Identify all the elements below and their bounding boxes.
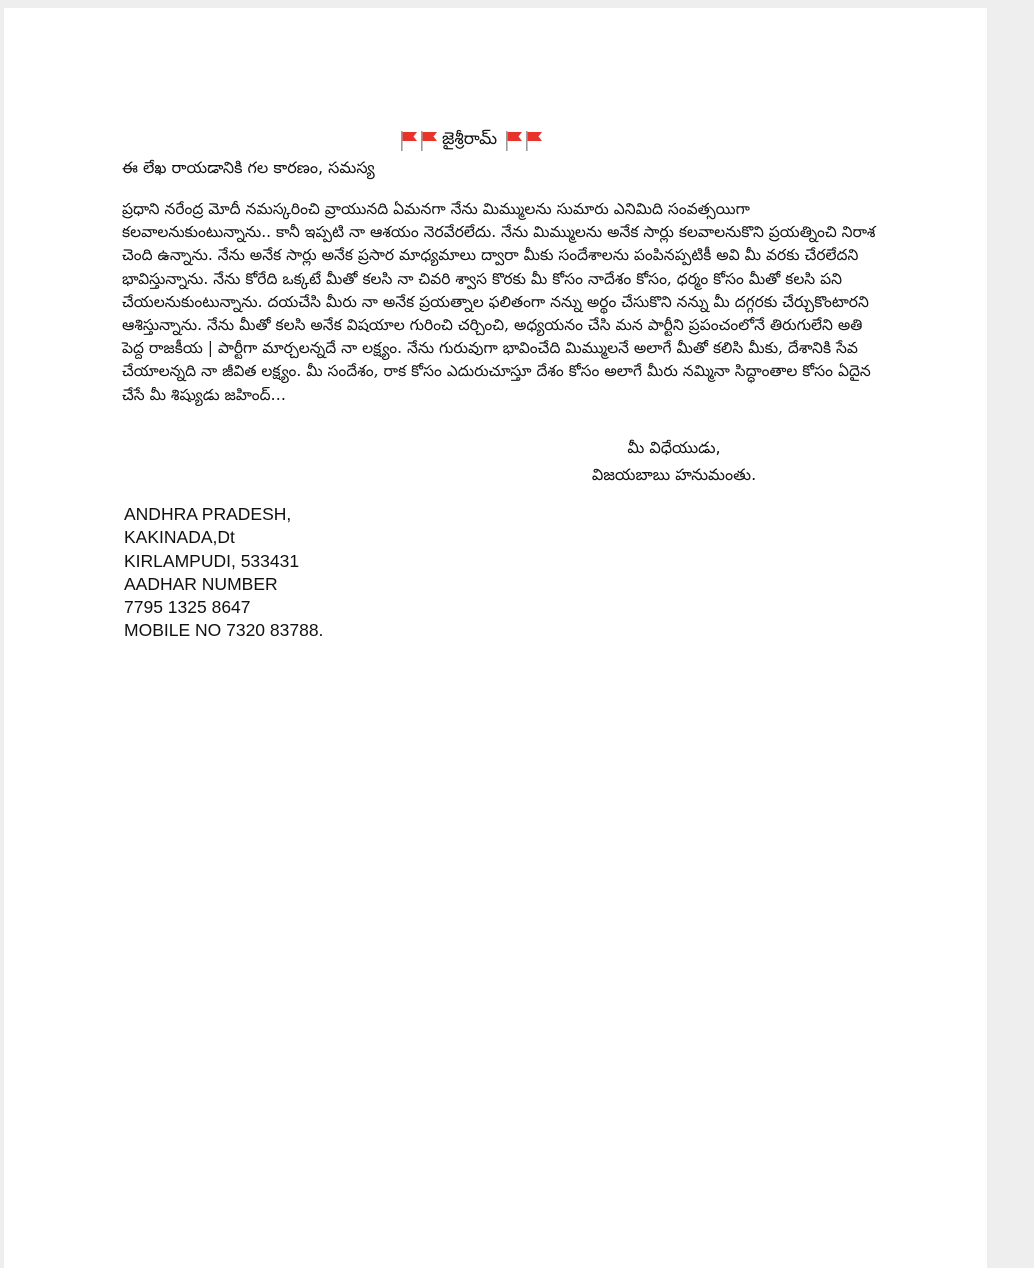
red-flag-icon (525, 130, 543, 152)
closing-line: మీ విధేయుడు, (627, 438, 721, 457)
document-page (4, 8, 987, 1268)
signature-name: విజయబాబు హనుమంతు. (591, 465, 757, 484)
letter-header (400, 126, 543, 156)
red-flag-icon (420, 130, 438, 152)
letter-closing (544, 434, 804, 488)
address-line: 7795 1325 8647 (124, 597, 251, 618)
red-flag-icon (505, 130, 523, 152)
address-line: KAKINADA,Dt (124, 527, 235, 548)
address-line: AADHAR NUMBER (124, 573, 278, 594)
header-greeting: జైశ్రీరామ్ (442, 129, 498, 149)
address-line: MOBILE NO 7320 83788. (124, 620, 324, 641)
address-line: KIRLAMPUDI, 533431 (124, 550, 300, 571)
red-flag-icon (400, 130, 418, 152)
address-block (124, 503, 323, 643)
letter-subject: ఈ లేఖ రాయడానికి గల కారణం, సమస్య (122, 158, 375, 177)
letter-body: ప్రధాని నరేంద్ర మోదీ నమస్కరించి వ్రాయునది ఏమనగా నేను మిమ్ములను సుమారు ఎనిమిది సంవత్సయిగా కలవాలనుకుంటున్నాను.. కానీ ఇప్పటి నా ఆశయం నెరవేరలేదు. నేను మిమ్ములను అనేక సార్లు కలవాలనుకొని ప్రయత్నించి నిరాశ చెంది ఉన్నాను. నేను అనేక సార్లు అనేక ప్రసార మాధ్యమాలు ద్వారా మీకు సందేశాలను పంపినప్పటికీ అవి మీ వరకు చేరలేదని భావిస్తున్నాను. నేను కోరేది ఒక్కటే మీతో కలసి నా చివరి శ్వాస కొరకు మీ కోసం నాదేశం కోసం, ధర్మం కోసం మీతో కలసి పని చేయలనుకుంటున్నాను. దయచేసి మీరు నా అనేక ప్రయత్నాల ఫలితంగా నన్ను అర్థం చేసుకొని నన్ను మీ దగ్గరకు చేర్చుకొంటారని ఆశిస్తున్నాను. నేను మీతో కలసి అనేక విషయాల గురించి చర్చించి, అధ్యయనం చేసి మన పార్టీని ప్రపంచంలోనే తిరుగులేని అతి పెద్ద రాజకీయ | పార్టీగా మార్చలన్నదే నా లక్ష్యం. నేను గురువుగా భావించేది మిమ్ములనే అలాగే మీతో కలిసి మీకు, దేశానికి సేవ చేయాలన్నది నా జీవిత లక్ష్యం. మీ సందేశం, రాక కోసం ఎదురుచూస్తూ దేశం కోసం అలాగే మీరు నమ్మినా సిద్ధాంతాల కోసం ఏదైన చేసే మీ శిష్యుడు జహింద్… (122, 200, 876, 404)
address-line: ANDHRA PRADESH, (124, 504, 292, 524)
